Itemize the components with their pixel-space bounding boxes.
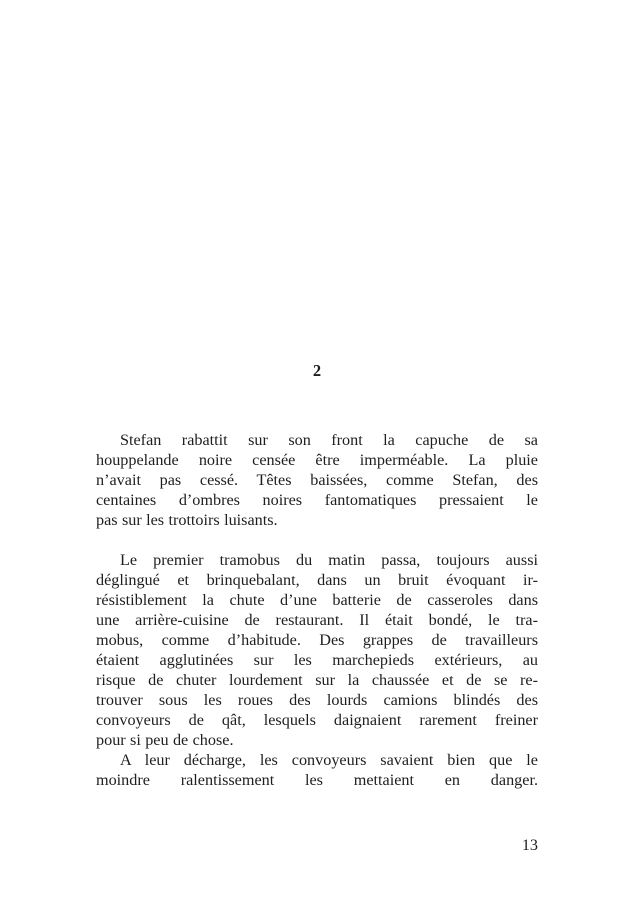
text-line: centaines d’ombres noires fantomatiques pressaient le [96,491,538,509]
chapter-number: 2 [312,361,322,380]
paragraph [96,430,538,530]
text-line: n’avait pas cessé. Têtes baissées, comme Stefan, des [96,471,538,489]
text-column [96,361,538,855]
text-line: moindre ralentissement les mettaient en danger. [96,771,538,789]
text-line: risque de chuter lourdement sur la chaussée et de se re- [96,671,538,689]
text-line: houppelande noire censée être imperméable. La pluie [96,451,538,469]
text-line: trouver sous les roues des lourds camions blindés des [96,691,538,709]
text-line: Le premier tramobus du matin passa, toujours aussi [120,551,538,569]
text-line: résistiblement la chute d’une batterie de casseroles dans [96,591,538,609]
text-line: déglingué et brinquebalant, dans un bruit évoquant ir- [96,571,538,589]
text-line: A leur décharge, les convoyeurs savaient bien que le [120,751,538,769]
paragraphs [96,430,538,790]
text-line: convoyeurs de qât, lesquels daignaient rarement freiner [96,711,538,729]
text-line: pour si peu de chose. [96,731,234,749]
text-line: mobus, comme d’habitude. Des grappes de travailleurs [96,631,538,649]
page-number: 13 [521,836,538,854]
paragraph [96,550,538,750]
paragraph [96,750,538,790]
text-line: pas sur les trottoirs luisants. [96,511,278,529]
text-line: étaient agglutinées sur les marchepieds extérieurs, au [96,651,538,669]
text-line: Stefan rabattit sur son front la capuche de sa [120,431,538,449]
text-line: une arrière-cuisine de restaurant. Il était bondé, le tra- [96,611,538,629]
